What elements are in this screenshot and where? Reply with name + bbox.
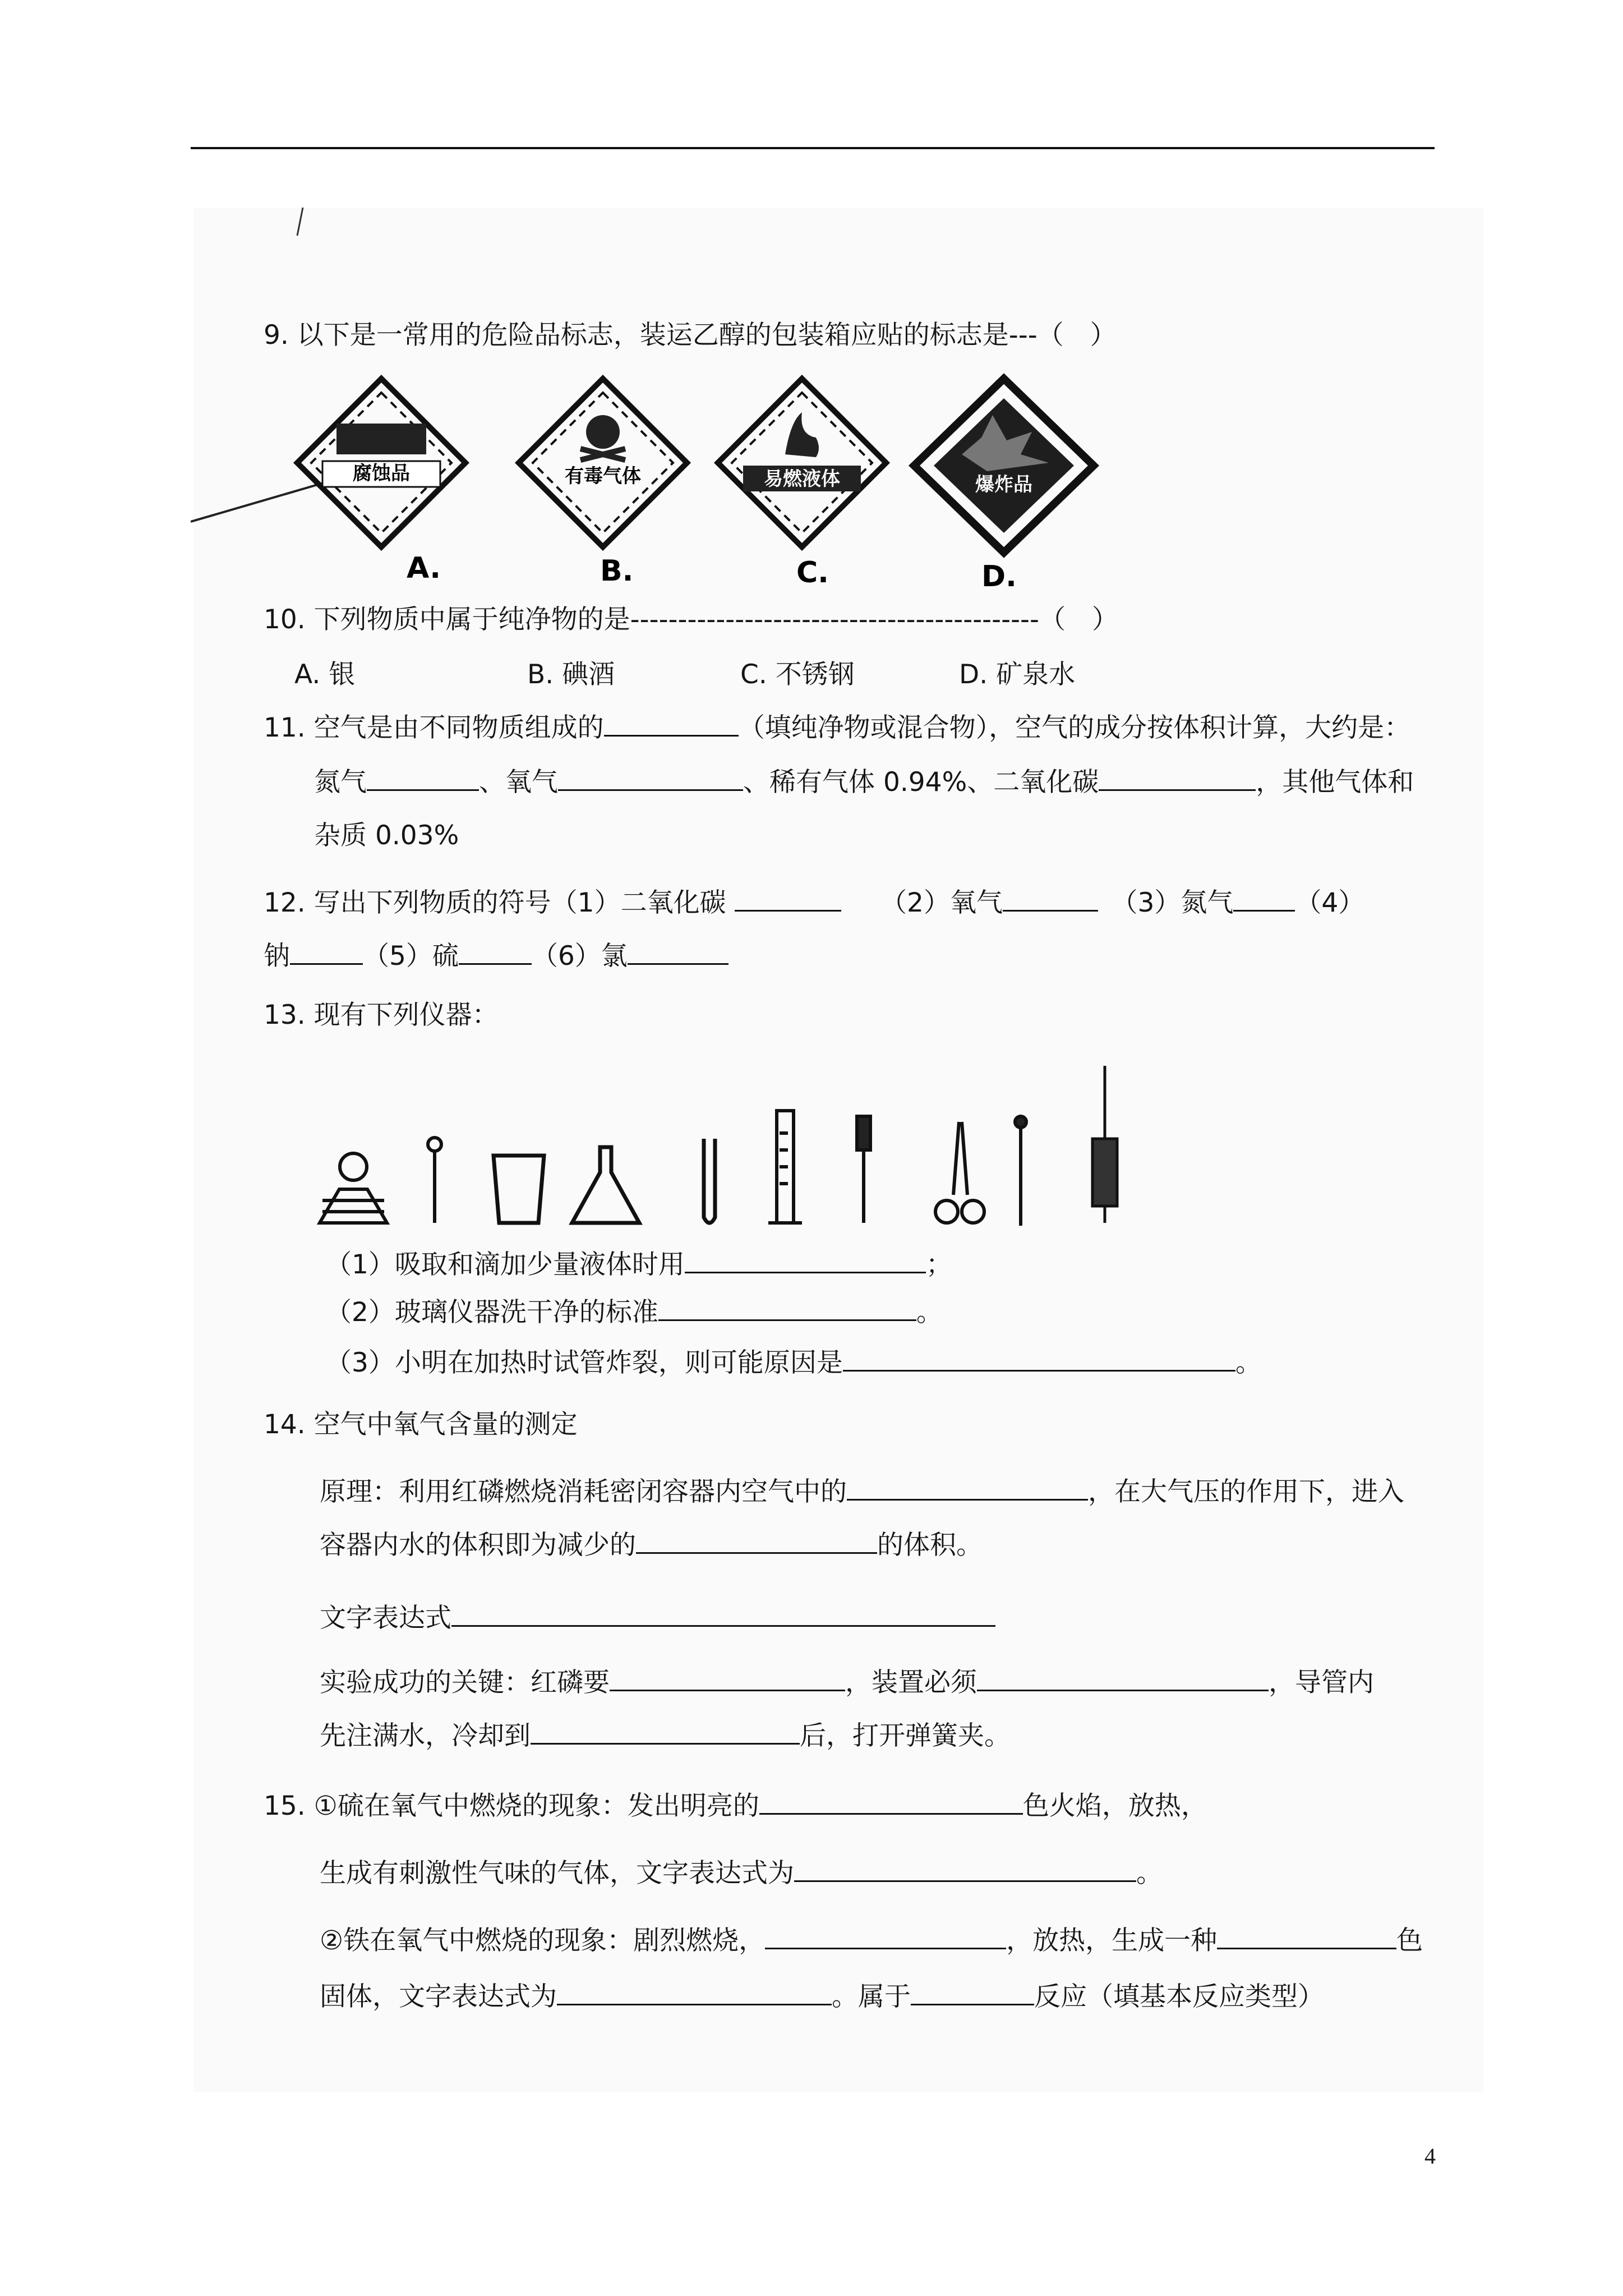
blank[interactable] [735,886,841,912]
sign-a-caption: 腐蚀品 [353,462,410,485]
question-13-text: 13. 现有下列仪器： [264,1000,499,1030]
blank[interactable] [685,1248,926,1273]
blank[interactable] [911,1980,1034,2005]
dropper-icon [857,1116,870,1223]
blank[interactable] [1099,766,1256,791]
blank[interactable] [531,1719,800,1745]
blank[interactable] [290,940,363,965]
q10-option-c: C. 不锈钢 [740,659,855,690]
sign-b-letter: B. [600,554,634,588]
sign-c-letter: C. [796,556,829,590]
blank[interactable] [628,940,728,965]
q10-option-d: D. 矿泉水 [959,659,1076,690]
conical-flask-icon [572,1147,639,1223]
graduated-cylinder-icon [768,1111,802,1223]
skull-icon [519,379,687,547]
question-14-title: 14. 空气中氧气含量的测定 [264,1409,578,1440]
pipette-icon [1015,1116,1026,1226]
hazard-signs [292,370,1133,595]
q10-option-b: B. 碘酒 [527,659,615,690]
flame-icon [718,379,886,547]
blank[interactable] [1003,886,1098,912]
sign-b-caption: 有毒气体 [565,465,641,487]
question-13-sub-1: （1）吸取和滴加少量液体时用 ； [325,1249,952,1280]
blank[interactable] [977,1666,1269,1691]
explosion-icon [914,379,1094,553]
question-14-principle-2: 容器内水的体积即为减少的 的体积。 [320,1530,983,1561]
blank[interactable] [658,1296,916,1321]
header-rule [191,147,1435,149]
question-15-line-3: ②铁在氧气中燃烧的现象：剧烈燃烧， ，放热，生成一种 色 [320,1925,1423,1956]
blank[interactable] [843,1346,1235,1372]
sign-a-letter: A. [407,551,441,585]
blank[interactable] [367,766,479,791]
blank[interactable] [636,1529,877,1554]
question-11-line-2: 氮气 、氧气 、稀有气体 0.94%、二氧化碳 ，其他气体和 [314,767,1414,798]
question-12-line-1: 12. 写出下列物质的符号（1）二氧化碳 （2）氧气 （3）氮气 （4） [264,887,1365,918]
page-number: 4 [1424,2143,1436,2169]
question-14-key-2: 先注满水，冷却到 后，打开弹簧夹。 [320,1720,1011,1751]
question-11-line-3: 杂质 0.03% [314,820,459,851]
question-14-equation: 文字表达式 [320,1602,995,1635]
question-14-key-1: 实验成功的关键：红磷要 ，装置必须 ，导管内 [320,1667,1374,1698]
question-15-line-4: 固体，文字表达式为 。属于 反应（填基本反应类型） [320,1981,1324,2012]
blank[interactable] [451,1602,995,1627]
sign-d-caption: 爆炸品 [975,473,1032,496]
q10-option-a: A. 银 [294,659,356,690]
question-13-sub-3: （3）小明在加热时试管炸裂，则可能原因是 。 [325,1347,1262,1378]
test-tube-brush-icon [1092,1066,1117,1223]
sign-c-caption: 易燃液体 [764,468,840,490]
lab-instruments [308,1055,1150,1240]
question-12-line-2: 钠 （5）硫 （6）氯 [264,940,728,973]
blank[interactable] [847,1475,1088,1501]
question-9-text: 9. 以下是一常用的危险品标志，装运乙醇的包装箱应贴的标志是---（ ） [264,320,1117,351]
blank[interactable] [558,766,743,791]
sign-d-letter: D. [981,560,1017,593]
blank[interactable] [604,711,739,737]
blank[interactable] [1233,886,1295,912]
blank[interactable] [759,1789,1023,1815]
blank[interactable] [794,1857,1136,1882]
question-15-line-1: 15. ①硫在氧气中燃烧的现象：发出明亮的 色火焰，放热， [264,1791,1207,1821]
alcohol-lamp-icon [320,1153,387,1223]
blank[interactable] [1217,1924,1396,1949]
question-11-line-1: 11. 空气是由不同物质组成的 （填纯净物或混合物），空气的成分按体积计算，大约是： [264,712,1411,743]
question-13-sub-2: （2）玻璃仪器洗干净的标准 。 [325,1297,943,1328]
question-15-line-2: 生成有刺激性气味的气体，文字表达式为 。 [320,1858,1163,1889]
question-10-text: 10. 下列物质中属于纯净物的是-------------------------------------------（ ） [264,604,1118,635]
crucible-tongs-icon [935,1122,984,1223]
test-tube-icon [704,1139,715,1223]
blank[interactable] [459,940,532,965]
question-14-principle-1: 原理：利用红磷燃烧消耗密闭容器内空气中的 ，在大气压的作用下，进入 [320,1476,1404,1507]
blank[interactable] [765,1924,1006,1949]
blank[interactable] [557,1980,832,2005]
blank[interactable] [610,1666,845,1691]
glass-rod-icon [428,1138,441,1223]
beaker-icon [494,1156,544,1223]
